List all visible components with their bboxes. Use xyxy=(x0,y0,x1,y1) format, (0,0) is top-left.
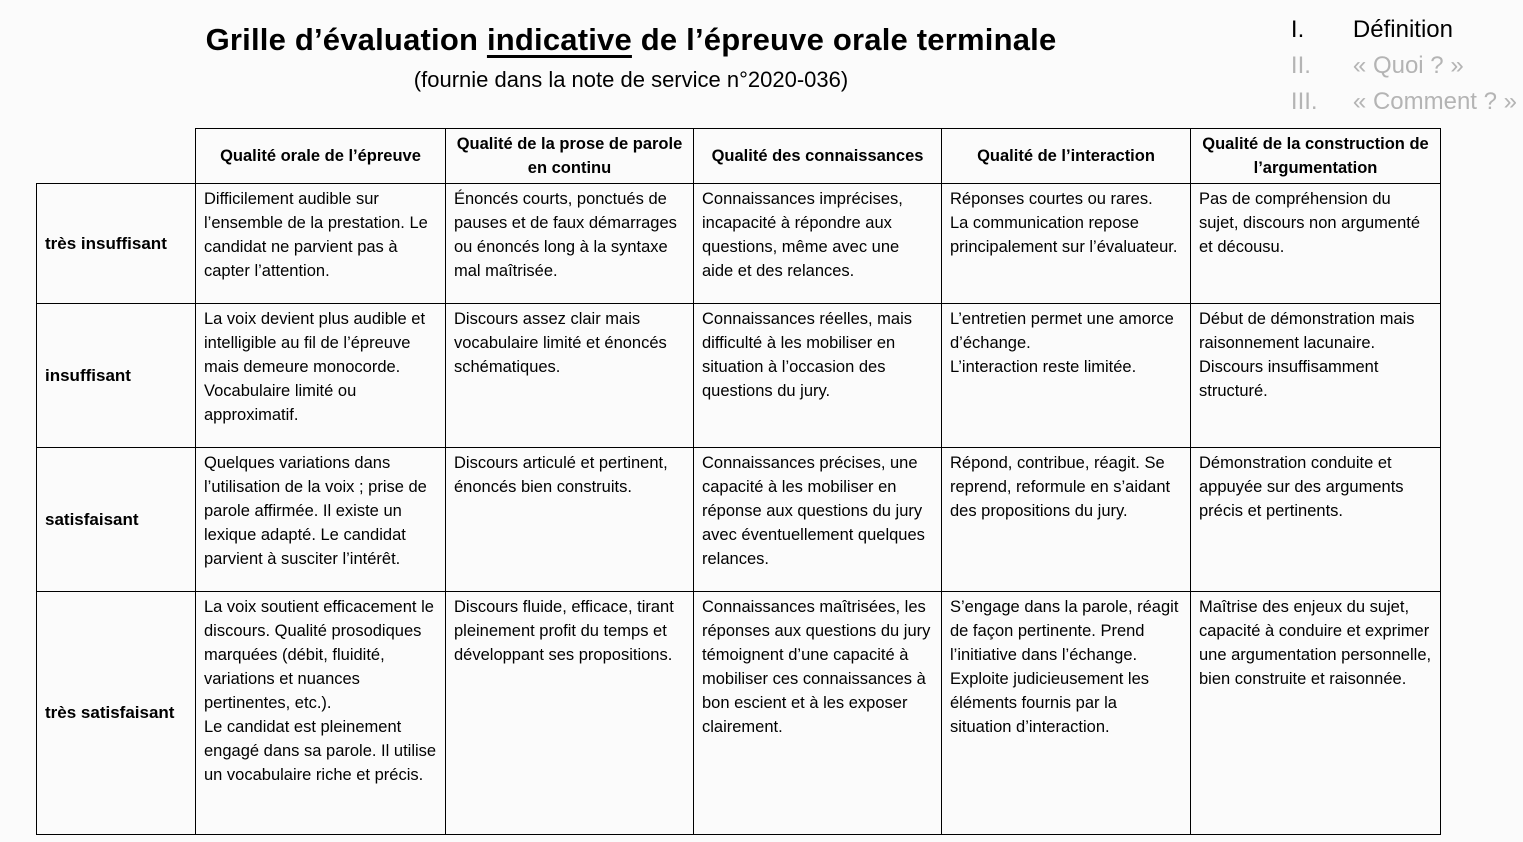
title-suffix: de l’épreuve orale terminale xyxy=(631,22,1057,57)
table-row-tres-satisfaisant xyxy=(37,592,1441,835)
title-prefix: Grille d’évaluation xyxy=(205,22,487,57)
table-cell: Discours articulé et pertinent, énoncés bien construits. xyxy=(446,448,694,592)
table-cell: Connaissances précises, une capacité à les mobiliser en réponse aux questions du jury avec éventuellement quelques relances. xyxy=(694,448,942,592)
table-row-tres-insuffisant xyxy=(37,184,1441,304)
table-cell: Début de démonstration mais raisonnement lacunaire. Discours insuffisamment structuré. xyxy=(1191,304,1441,448)
table-cell: Pas de compréhension du sujet, discours non argumenté et décousu. xyxy=(1191,184,1441,304)
title-block xyxy=(0,22,1262,93)
rubric-table xyxy=(36,128,1441,835)
outline-numeral: I. xyxy=(1290,16,1305,43)
outline-label: Définition xyxy=(1352,16,1453,43)
table-row-satisfaisant xyxy=(37,448,1441,592)
outline-item-definition xyxy=(1291,12,1517,48)
title-emphasis: indicative xyxy=(486,22,632,57)
row-label: insuffisant xyxy=(37,304,196,448)
table-cell: Connaissances réelles, mais difficulté à les mobiliser en situation à l’occasion des questions du jury. xyxy=(694,304,942,448)
header-row xyxy=(37,129,1441,184)
outline-label: « Quoi ? » xyxy=(1352,52,1464,79)
row-label: satisfaisant xyxy=(37,448,196,592)
table-cell: Discours fluide, efficace, tirant pleinement profit du temps et développant ses propositions. xyxy=(446,592,694,835)
outline-item-comment xyxy=(1291,84,1517,120)
column-header-interaction: Qualité de l’interaction xyxy=(942,129,1191,184)
table-cell: Quelques variations dans l’utilisation de la voix ; prise de parole affirmée. Il existe un lexique adapté. Le candidat parvient à susciter l’intérêt. xyxy=(196,448,446,592)
table-cell: Réponses courtes ou rares. La communication repose principalement sur l’évaluateur. xyxy=(942,184,1191,304)
outline-list xyxy=(1291,12,1517,120)
page-subtitle: (fournie dans la note de service n°2020-036) xyxy=(413,67,849,92)
outline-numeral: III. xyxy=(1290,88,1318,115)
column-header-orale: Qualité orale de l’épreuve xyxy=(196,129,446,184)
table-cell: Connaissances imprécises, incapacité à répondre aux questions, même avec une aide et des relances. xyxy=(694,184,942,304)
page-title xyxy=(0,22,1262,58)
outline-numeral: II. xyxy=(1290,52,1311,79)
table-cell: La voix devient plus audible et intelligible au fil de l’épreuve mais demeure monocorde. Vocabulaire limité ou approximatif. xyxy=(196,304,446,448)
row-label: très satisfaisant xyxy=(37,592,196,835)
table-cell: Maîtrise des enjeux du sujet, capacité à conduire et exprimer une argumentation personnelle, bien construite et raisonnée. xyxy=(1191,592,1441,835)
column-header-connaissances: Qualité des connaissances xyxy=(694,129,942,184)
table-cell: S’engage dans la parole, réagit de façon pertinente. Prend l’initiative dans l’échange. Exploite judicieusement les éléments fournis par la situation d’interaction. xyxy=(942,592,1191,835)
table-cell: L’entretien permet une amorce d’échange. L’interaction reste limitée. xyxy=(942,304,1191,448)
table-cell: Difficilement audible sur l’ensemble de la prestation. Le candidat ne parvient pas à capter l’attention. xyxy=(196,184,446,304)
row-label: très insuffisant xyxy=(37,184,196,304)
table-cell: Discours assez clair mais vocabulaire limité et énoncés schématiques. xyxy=(446,304,694,448)
table-cell: La voix soutient efficacement le discours. Qualité prosodiques marquées (débit, fluidité, variations et nuances pertinentes, etc.). Le candidat est pleinement engagé dans sa parole. Il utilise un vocabulaire riche et précis. xyxy=(196,592,446,835)
table-cell: Démonstration conduite et appuyée sur des arguments précis et pertinents. xyxy=(1191,448,1441,592)
column-header-prose: Qualité de la prose de parole en continu xyxy=(446,129,694,184)
outline-label: « Comment ? » xyxy=(1352,88,1517,115)
table-cell: Répond, contribue, réagit. Se reprend, reformule en s’aidant des propositions du jury. xyxy=(942,448,1191,592)
table-cell: Énoncés courts, ponctués de pauses et de faux démarrages ou énoncés long à la syntaxe mal maîtrisée. xyxy=(446,184,694,304)
table-cell: Connaissances maîtrisées, les réponses aux questions du jury témoignent d’une capacité à mobiliser ces connaissances à bon escient et à les exposer clairement. xyxy=(694,592,942,835)
corner-cell xyxy=(37,129,196,184)
table-row-insuffisant xyxy=(37,304,1441,448)
column-header-argumentation: Qualité de la construction de l’argumentation xyxy=(1191,129,1441,184)
outline-item-quoi xyxy=(1291,48,1517,84)
